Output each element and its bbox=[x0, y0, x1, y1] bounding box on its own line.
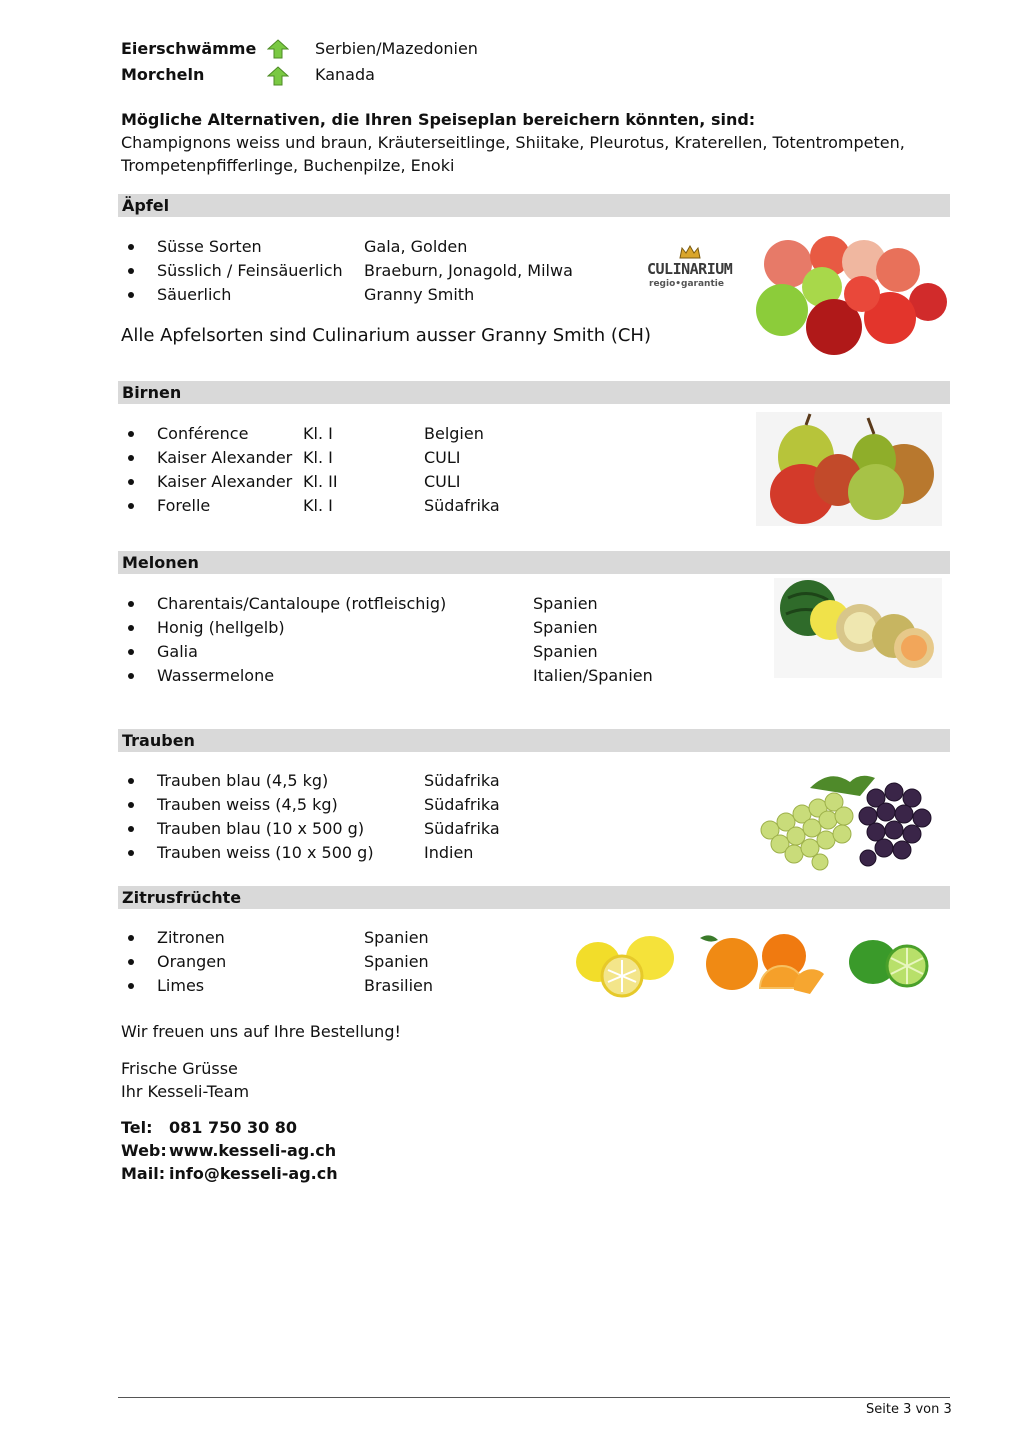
mushroom-origin: Kanada bbox=[315, 65, 375, 84]
melon-name: Charentais/Cantaloupe (rotfleischig) bbox=[157, 594, 447, 613]
lemons-image bbox=[574, 930, 678, 1002]
apples-note: Alle Apfelsorten sind Culinarium ausser Granny Smith (CH) bbox=[121, 325, 651, 346]
bullet-icon bbox=[128, 850, 134, 856]
web-link[interactable]: www.kesseli-ag.ch bbox=[169, 1141, 337, 1160]
pears-image bbox=[756, 412, 942, 526]
citrus-name: Orangen bbox=[157, 952, 227, 971]
section-title: Melonen bbox=[122, 553, 199, 572]
tel-value[interactable]: 081 750 30 80 bbox=[169, 1118, 298, 1137]
melon-name: Honig (hellgelb) bbox=[157, 618, 285, 637]
bullet-icon bbox=[128, 959, 134, 965]
bullet-icon bbox=[128, 479, 134, 485]
grape-name: Trauben blau (10 x 500 g) bbox=[157, 819, 365, 838]
grape-origin: Indien bbox=[424, 843, 474, 862]
team-signature: Ihr Kesseli-Team bbox=[121, 1082, 250, 1101]
web-label: Web: bbox=[121, 1141, 167, 1160]
bullet-icon bbox=[128, 503, 134, 509]
melon-origin: Spanien bbox=[533, 642, 598, 661]
apple-varieties: Granny Smith bbox=[364, 285, 475, 304]
pear-origin: Belgien bbox=[424, 424, 484, 443]
pear-class: Kl. II bbox=[303, 472, 338, 491]
pear-name: Forelle bbox=[157, 496, 211, 515]
apple-type: Süsse Sorten bbox=[157, 237, 262, 256]
section-title: Birnen bbox=[122, 383, 182, 402]
apple-type: Säuerlich bbox=[157, 285, 232, 304]
section-header-grapes bbox=[118, 729, 950, 752]
bullet-icon bbox=[128, 935, 134, 941]
pear-name: Kaiser Alexander bbox=[157, 448, 293, 467]
oranges-image bbox=[690, 930, 826, 1002]
melon-name: Wassermelone bbox=[157, 666, 275, 685]
citrus-origin: Spanien bbox=[364, 952, 429, 971]
apple-type: Süsslich / Feinsäuerlich bbox=[157, 261, 343, 280]
logo-text: CULINARIUM bbox=[647, 260, 733, 278]
bullet-icon bbox=[128, 625, 134, 631]
melon-name: Galia bbox=[157, 642, 198, 661]
alternatives-text: Trompetenpfifferlinge, Buchenpilze, Enoki bbox=[121, 156, 455, 175]
bullet-icon bbox=[128, 983, 134, 989]
melon-origin: Italien/Spanien bbox=[533, 666, 653, 685]
pear-name: Kaiser Alexander bbox=[157, 472, 293, 491]
pear-class: Kl. I bbox=[303, 496, 333, 515]
grape-name: Trauben weiss (4,5 kg) bbox=[157, 795, 338, 814]
grape-origin: Südafrika bbox=[424, 819, 500, 838]
pear-class: Kl. I bbox=[303, 448, 333, 467]
bullet-icon bbox=[128, 802, 134, 808]
greeting: Frische Grüsse bbox=[121, 1059, 238, 1078]
apple-varieties: Braeburn, Jonagold, Milwa bbox=[364, 261, 573, 280]
page-number: Seite 3 von 3 bbox=[866, 1402, 952, 1417]
closing-line: Wir freuen uns auf Ihre Bestellung! bbox=[121, 1022, 401, 1041]
trend-up-arrow-icon bbox=[267, 39, 289, 59]
footer-divider bbox=[118, 1397, 950, 1398]
section-title: Äpfel bbox=[122, 196, 170, 215]
limes-image bbox=[845, 930, 933, 994]
section-title: Trauben bbox=[122, 731, 195, 750]
citrus-name: Limes bbox=[157, 976, 205, 995]
bullet-icon bbox=[128, 431, 134, 437]
grapes-image bbox=[750, 768, 948, 876]
bullet-icon bbox=[128, 244, 134, 250]
pear-origin: CULI bbox=[424, 448, 461, 467]
bullet-icon bbox=[128, 455, 134, 461]
bullet-icon bbox=[128, 826, 134, 832]
crown-icon bbox=[678, 244, 702, 260]
grape-origin: Südafrika bbox=[424, 795, 500, 814]
apples-image bbox=[752, 232, 948, 360]
alternatives-heading: Mögliche Alternativen, die Ihren Speiseplan bereichern könnten, sind: bbox=[121, 110, 756, 129]
bullet-icon bbox=[128, 673, 134, 679]
alternatives-text: Champignons weiss und braun, Kräuterseitlinge, Shiitake, Pleurotus, Kraterellen, Totentrompeten, bbox=[121, 133, 905, 152]
bullet-icon bbox=[128, 292, 134, 298]
culinarium-logo bbox=[644, 244, 736, 294]
citrus-name: Zitronen bbox=[157, 928, 225, 947]
section-header-pears bbox=[118, 381, 950, 404]
bullet-icon bbox=[128, 778, 134, 784]
logo-subtext: regio•garantie bbox=[649, 279, 724, 289]
citrus-origin: Spanien bbox=[364, 928, 429, 947]
pear-origin: Südafrika bbox=[424, 496, 500, 515]
pear-class: Kl. I bbox=[303, 424, 333, 443]
section-title: Zitrusfrüchte bbox=[122, 888, 242, 907]
tel-label: Tel: bbox=[121, 1118, 153, 1137]
mail-label: Mail: bbox=[121, 1164, 166, 1183]
bullet-icon bbox=[128, 649, 134, 655]
trend-up-arrow-icon bbox=[267, 66, 289, 86]
citrus-origin: Brasilien bbox=[364, 976, 434, 995]
mail-link[interactable]: info@kesseli-ag.ch bbox=[169, 1164, 338, 1183]
grape-name: Trauben blau (4,5 kg) bbox=[157, 771, 329, 790]
section-header-apples bbox=[118, 194, 950, 217]
bullet-icon bbox=[128, 601, 134, 607]
melon-origin: Spanien bbox=[533, 618, 598, 637]
section-header-melons bbox=[118, 551, 950, 574]
grape-origin: Südafrika bbox=[424, 771, 500, 790]
melon-origin: Spanien bbox=[533, 594, 598, 613]
grape-name: Trauben weiss (10 x 500 g) bbox=[157, 843, 374, 862]
mushroom-name: Eierschwämme bbox=[121, 39, 257, 58]
apple-varieties: Gala, Golden bbox=[364, 237, 468, 256]
pear-origin: CULI bbox=[424, 472, 461, 491]
mushroom-name: Morcheln bbox=[121, 65, 205, 84]
bullet-icon bbox=[128, 268, 134, 274]
mushroom-origin: Serbien/Mazedonien bbox=[315, 39, 478, 58]
section-header-citrus bbox=[118, 886, 950, 909]
melons-image bbox=[774, 578, 942, 678]
pear-name: Conférence bbox=[157, 424, 249, 443]
